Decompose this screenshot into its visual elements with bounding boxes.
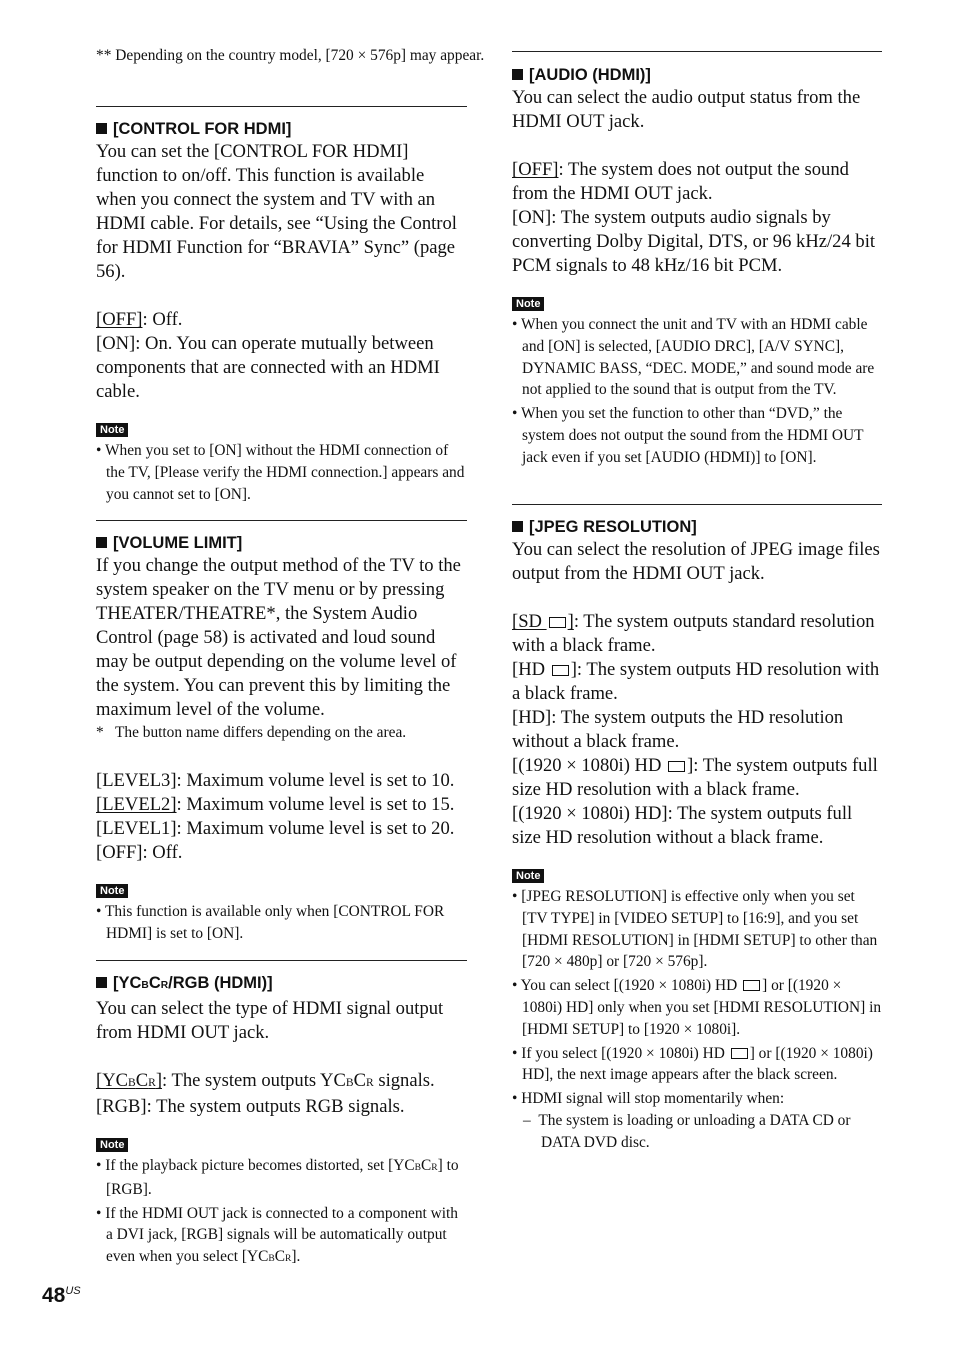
jpeg-resolution-section bbox=[512, 516, 882, 1154]
section-description: You can set the [CONTROL FOR HDMI] function to on/off. This function is available when you connect the system and TV with an HDMI cable. For details, see “Using the Control for HDMI Function for “BRAVIA” Sync” (page 56). bbox=[96, 141, 457, 282]
dash-icon: – bbox=[523, 1111, 531, 1129]
option-full-hd: [(1920 × 1080i) HD]: The system outputs full size HD resolution without a black frame. bbox=[512, 803, 853, 848]
note-item bbox=[96, 1155, 468, 1201]
subscript-r: R bbox=[285, 1253, 292, 1265]
heading-text: [JPEG RESOLUTION] bbox=[529, 518, 697, 536]
note-text: If you select [(1920 × 1080i) HD bbox=[521, 1044, 729, 1062]
note-text-end: ] or [(1920 × 1080i) HD] only when you set [HDMI RESOLUTION] in [HDMI SETUP] to [1920 × 1080i]. bbox=[522, 977, 882, 1038]
asterisk-marker: * bbox=[96, 724, 104, 741]
note-label: Note bbox=[512, 297, 544, 311]
option-level2 bbox=[96, 793, 468, 817]
note-text: HDMI signal will stop momentarily when: bbox=[521, 1090, 785, 1108]
note-text: This function is available only when [CONTROL FOR HDMI] is set to [ON]. bbox=[104, 903, 445, 942]
square-bullet-icon bbox=[96, 123, 107, 134]
heading-suffix: /RGB (HDMI)] bbox=[168, 974, 273, 992]
note-subitem bbox=[512, 1110, 882, 1154]
heading-text: [VOLUME LIMIT] bbox=[113, 534, 243, 552]
note-text: If the playback picture becomes distorted, set [YC bbox=[105, 1157, 415, 1174]
note-item bbox=[512, 314, 882, 401]
bullet-icon: • bbox=[512, 1044, 518, 1062]
country-footnote bbox=[96, 45, 488, 67]
footnote-marker: ** bbox=[96, 47, 112, 64]
note-text: When you set to [ON] without the HDMI connection of the TV, [Please verify the HDMI connection.] appears and you cannot set to [ON]. bbox=[104, 442, 465, 503]
option-level1: [LEVEL1]: Maximum volume level is set to 20. bbox=[96, 818, 455, 839]
label-c: C bbox=[274, 1248, 286, 1266]
section-divider bbox=[96, 960, 467, 961]
bullet-icon: • bbox=[512, 977, 518, 995]
asterisk-note bbox=[96, 723, 468, 743]
label-c: C bbox=[421, 1157, 432, 1174]
section-divider bbox=[96, 520, 467, 521]
section-divider bbox=[96, 106, 467, 107]
label-prefix: [HD bbox=[512, 659, 550, 680]
note-text: When you set the function to other than “DVD,” the system does not output the sound from the HDMI OUT jack even if you set [AUDIO (HDMI)] to [ON]. bbox=[520, 405, 864, 466]
black-frame-icon bbox=[743, 980, 760, 991]
option-text: : The system outputs standard resolution with a black frame. bbox=[512, 611, 875, 656]
section-description: You can select the audio output status from the HDMI OUT jack. bbox=[512, 87, 861, 132]
note-item bbox=[512, 886, 882, 973]
volume-limit-section bbox=[96, 532, 468, 945]
label-suffix: ] bbox=[155, 1070, 163, 1091]
option-text: : The system does not output the sound from the HDMI OUT jack. bbox=[512, 159, 849, 204]
note-text: When you connect the unit and TV with an HDMI cable and [ON] is selected, [AUDIO DRC], [A/V SYNC], DYNAMIC BASS, “DEC. MODE,” and sound mode are not applied to the sound that is output from the TV. bbox=[520, 316, 875, 399]
default-option-label bbox=[96, 1070, 162, 1091]
square-bullet-icon bbox=[96, 977, 107, 988]
default-option-label: [OFF] bbox=[96, 309, 143, 330]
note-item bbox=[512, 975, 882, 1040]
section-description: You can select the type of HDMI signal output from HDMI OUT jack. bbox=[96, 998, 444, 1043]
option-sd-frame bbox=[512, 610, 882, 658]
note-block bbox=[96, 881, 468, 945]
option-text: ]: The system outputs full size HD resolution with a black frame. bbox=[512, 755, 878, 800]
note-text: [JPEG RESOLUTION] is effective only when you set [TV TYPE] in [VIDEO SETUP] to [16:9], and you set [HDMI RESOLUTION] in [HDMI SETUP] to other than [720 × 480p] or [720 × 576p]. bbox=[521, 888, 878, 971]
note-subitem-text: The system is loading or unloading a DATA CD or DATA DVD disc. bbox=[538, 1111, 851, 1151]
audio-hdmi-section bbox=[512, 64, 882, 469]
heading-c: C bbox=[148, 974, 161, 992]
bullet-icon: • bbox=[512, 1090, 518, 1108]
square-bullet-icon bbox=[96, 537, 107, 548]
label-prefix: [(1920 × 1080i) HD bbox=[512, 755, 667, 776]
option-off: [OFF]: Off. bbox=[96, 842, 183, 863]
option-ycbcr bbox=[96, 1069, 468, 1095]
bullet-icon: • bbox=[96, 442, 102, 459]
option-level3: [LEVEL3]: Maximum volume level is set to 10. bbox=[96, 770, 455, 791]
note-label: Note bbox=[512, 869, 544, 883]
option-hd-frame bbox=[512, 658, 882, 706]
option-text-end: signals. bbox=[373, 1070, 435, 1091]
section-heading bbox=[512, 516, 882, 538]
note-block bbox=[96, 1135, 468, 1270]
black-frame-icon bbox=[549, 617, 566, 628]
note-block bbox=[512, 294, 882, 469]
default-option-label: [LEVEL2] bbox=[96, 794, 177, 815]
square-bullet-icon bbox=[512, 69, 523, 80]
subscript-b: B bbox=[414, 1162, 422, 1173]
option-off bbox=[512, 158, 882, 206]
bullet-icon: • bbox=[96, 903, 102, 920]
note-item bbox=[96, 1203, 468, 1270]
section-description: You can select the resolution of JPEG image files output from the HDMI OUT jack. bbox=[512, 539, 880, 584]
note-text: You can select [(1920 × 1080i) HD bbox=[520, 977, 742, 995]
note-label: Note bbox=[96, 1138, 128, 1152]
note-item bbox=[512, 1043, 882, 1087]
heading-text: [AUDIO (HDMI)] bbox=[529, 66, 651, 84]
note-text: If the HDMI OUT jack is connected to a component with a DVI jack, [RGB] signals will be automatically output even when you select [YC bbox=[105, 1204, 459, 1266]
label-prefix: [YC bbox=[96, 1070, 129, 1091]
subscript-b: B bbox=[141, 980, 149, 991]
section-heading bbox=[96, 972, 468, 997]
subscript-b: B bbox=[128, 1077, 136, 1089]
option-text: : Maximum volume level is set to 15. bbox=[176, 794, 455, 815]
option-rgb: [RGB]: The system outputs RGB signals. bbox=[96, 1096, 405, 1117]
square-bullet-icon bbox=[512, 521, 523, 532]
bullet-icon: • bbox=[96, 1157, 102, 1174]
label-c: C bbox=[353, 1070, 366, 1091]
bullet-icon: • bbox=[512, 888, 518, 905]
label-prefix: [SD bbox=[512, 611, 547, 632]
heading-text: [CONTROL FOR HDMI] bbox=[113, 120, 292, 138]
subscript-b: B bbox=[268, 1253, 275, 1265]
default-option-label bbox=[512, 611, 574, 632]
subscript-r: R bbox=[431, 1162, 438, 1173]
note-item bbox=[512, 403, 882, 468]
page-number-value: 48 bbox=[42, 1284, 66, 1307]
note-label: Note bbox=[96, 423, 128, 437]
label-c: C bbox=[135, 1070, 149, 1091]
note-item bbox=[512, 1088, 882, 1110]
default-option-label: [OFF] bbox=[512, 159, 559, 180]
option-text: : Off. bbox=[142, 309, 183, 330]
subscript-r: R bbox=[148, 1077, 156, 1089]
page-number bbox=[42, 1284, 81, 1308]
black-frame-icon bbox=[668, 761, 685, 772]
option-text: ]: The system outputs HD resolution with a black frame. bbox=[512, 659, 880, 704]
note-block bbox=[512, 866, 882, 1154]
section-divider bbox=[512, 504, 882, 505]
label-suffix: ] bbox=[567, 611, 574, 632]
footnote-text: Depending on the country model, [720 × 576p] may appear. bbox=[115, 47, 485, 64]
black-frame-icon bbox=[731, 1048, 748, 1059]
note-item bbox=[96, 440, 468, 505]
section-heading bbox=[96, 532, 468, 554]
note-block bbox=[96, 420, 468, 505]
section-heading bbox=[96, 118, 468, 140]
option-text: : The system outputs YC bbox=[162, 1070, 346, 1091]
section-divider bbox=[512, 51, 882, 52]
bullet-icon: • bbox=[96, 1204, 102, 1222]
ycbcr-rgb-section bbox=[96, 972, 468, 1270]
option-hd: [HD]: The system outputs the HD resolution without a black frame. bbox=[512, 707, 844, 752]
note-text-end: ] to [RGB]. bbox=[106, 1157, 459, 1198]
option-on: [ON]: On. You can operate mutually between components that are connected with an HDMI cable. bbox=[96, 333, 440, 402]
subscript-r: R bbox=[366, 1077, 374, 1089]
page-region-suffix: US bbox=[65, 1285, 81, 1297]
note-text-end: ]. bbox=[291, 1248, 301, 1266]
option-off bbox=[96, 308, 468, 332]
subscript-b: B bbox=[345, 1077, 354, 1089]
asterisk-note-text: The button name differs depending on the area. bbox=[114, 724, 407, 741]
option-on: [ON]: The system outputs audio signals by converting Dolby Digital, DTS, or 96 kHz/24 bit PCM signals to 48 kHz/16 bit PCM. bbox=[512, 207, 876, 276]
note-label: Note bbox=[96, 884, 128, 898]
note-text-end: ] or [(1920 × 1080i) HD], the next image appears after the black screen. bbox=[522, 1044, 873, 1084]
bullet-icon: • bbox=[512, 316, 518, 333]
section-heading bbox=[512, 64, 882, 86]
heading-text: [YC bbox=[113, 974, 142, 992]
option-full-hd-frame bbox=[512, 754, 882, 802]
subscript-r: R bbox=[160, 980, 169, 991]
control-for-hdmi-section bbox=[96, 118, 468, 505]
note-item bbox=[96, 901, 468, 945]
section-description: If you change the output method of the TV to the system speaker on the TV menu or by pressing THEATER/THEATRE*, the System Audio Control (page 58) is activated and loud sound may be output depending on the volume level of the system. You can prevent this by limiting the maximum level of the volume. bbox=[96, 555, 461, 720]
black-frame-icon bbox=[552, 665, 569, 676]
bullet-icon: • bbox=[512, 405, 518, 423]
